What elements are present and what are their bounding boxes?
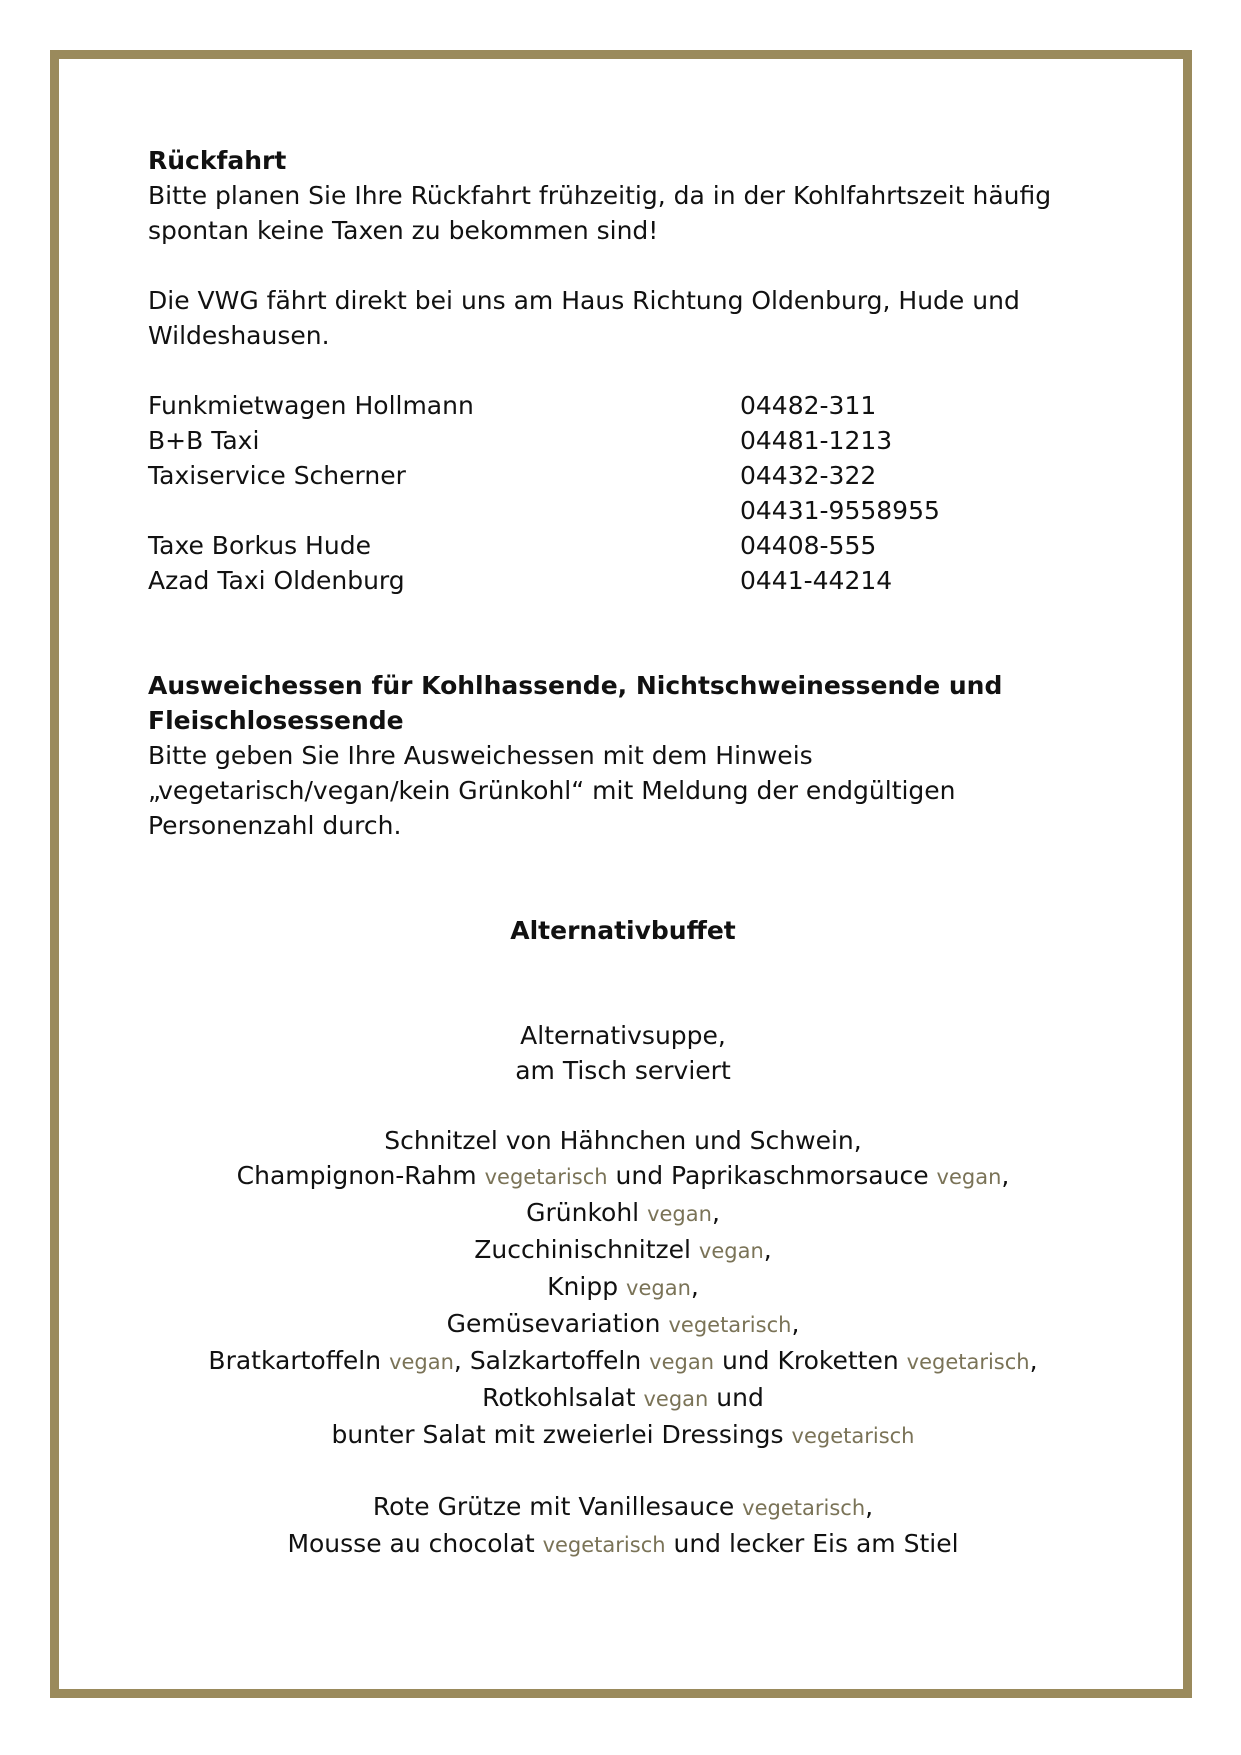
- taxi-row: [148, 563, 1098, 598]
- diet-tag: vegetarisch: [742, 1496, 866, 1520]
- taxi-phone: 04432-322: [740, 461, 877, 490]
- menu-line: am Tisch serviert: [515, 1056, 731, 1085]
- taxi-phone: 04481-1213: [740, 426, 893, 455]
- rueckfahrt-heading: Rückfahrt: [148, 146, 287, 175]
- rueckfahrt-text-line: Bitte planen Sie Ihre Rückfahrt frühzeitig, da in der Kohlfahrtszeit häufig: [148, 181, 1052, 210]
- vwg-text-line: Die VWG fährt direkt bei uns am Haus Richtung Oldenburg, Hude und: [148, 286, 1020, 315]
- taxi-row: [148, 493, 1098, 528]
- vwg-text-line: Wildeshausen.: [148, 321, 330, 350]
- menu-line: Schnitzel von Hähnchen und Schwein,: [384, 1126, 862, 1155]
- taxi-row: [148, 423, 1098, 458]
- ausweich-heading: Fleischlosessende: [148, 706, 404, 735]
- menu-line: Bratkartoffeln vegan, Salzkartoffeln vegan und Kroketten vegetarisch,: [208, 1346, 1038, 1375]
- menu-line: Mousse au chocolat vegetarisch und lecker Eis am Stiel: [287, 1529, 959, 1558]
- menu-line: Rote Grütze mit Vanillesauce vegetarisch,: [372, 1492, 874, 1521]
- diet-tag: vegetarisch: [484, 1165, 608, 1189]
- diet-tag: vegan: [698, 1239, 764, 1263]
- diet-tag: vegan: [936, 1165, 1002, 1189]
- rueckfahrt-text-line: spontan keine Taxen zu bekommen sind!: [148, 216, 659, 245]
- diet-tag: vegan: [626, 1276, 691, 1300]
- diet-tag: vegetarisch: [791, 1424, 915, 1448]
- taxi-phone: 04408-555: [740, 531, 877, 560]
- taxi-name: [148, 493, 740, 528]
- ausweich-text-line: Bitte geben Sie Ihre Ausweichessen mit dem Hinweis: [148, 741, 813, 770]
- taxi-phone: 04482-311: [740, 391, 877, 420]
- taxi-row: [148, 528, 1098, 563]
- buffet-menu: [148, 1018, 1098, 1563]
- menu-line: Champignon-Rahm vegetarisch und Paprikaschmorsauce vegan,: [236, 1161, 1010, 1190]
- document-content: [148, 143, 1098, 1563]
- taxi-name: B+B Taxi: [148, 426, 260, 455]
- diet-tag: vegetarisch: [542, 1533, 666, 1557]
- ausweich-text-line: „vegetarisch/vegan/kein Grünkohl“ mit Meldung der endgültigen: [148, 776, 956, 805]
- diet-tag: vegan: [649, 1350, 715, 1374]
- ausweich-heading: Ausweichessen für Kohlhassende, Nichtschweinessende und: [148, 671, 1003, 700]
- menu-line: Zucchinischnitzel vegan,: [474, 1235, 772, 1264]
- taxi-name: Taxe Borkus Hude: [148, 531, 371, 560]
- taxi-row: [148, 458, 1098, 493]
- taxi-name: Azad Taxi Oldenburg: [148, 566, 405, 595]
- ausweich-text-line: Personenzahl durch.: [148, 811, 402, 840]
- diet-tag: vegetarisch: [668, 1313, 792, 1337]
- taxi-list: [148, 388, 1098, 598]
- taxi-name: Taxiservice Scherner: [148, 461, 406, 490]
- diet-tag: vegan: [647, 1202, 712, 1226]
- buffet-title: Alternativbuffet: [510, 916, 736, 945]
- diet-tag: vegan: [389, 1350, 454, 1374]
- taxi-phone: 0441-44214: [740, 566, 893, 595]
- taxi-phone: 04431-9558955: [740, 496, 940, 525]
- menu-line: Alternativsuppe,: [520, 1021, 726, 1050]
- taxi-name: Funkmietwagen Hollmann: [148, 391, 474, 420]
- taxi-row: [148, 388, 1098, 423]
- menu-line: Gemüsevariation vegetarisch,: [446, 1309, 800, 1338]
- menu-line: bunter Salat mit zweierlei Dressings vegetarisch: [331, 1420, 915, 1449]
- diet-tag: vegan: [643, 1387, 709, 1411]
- menu-line: Grünkohl vegan,: [526, 1198, 720, 1227]
- menu-line: Rotkohlsalat vegan und: [482, 1383, 764, 1412]
- diet-tag: vegetarisch: [906, 1350, 1030, 1374]
- menu-line: Knipp vegan,: [547, 1272, 699, 1301]
